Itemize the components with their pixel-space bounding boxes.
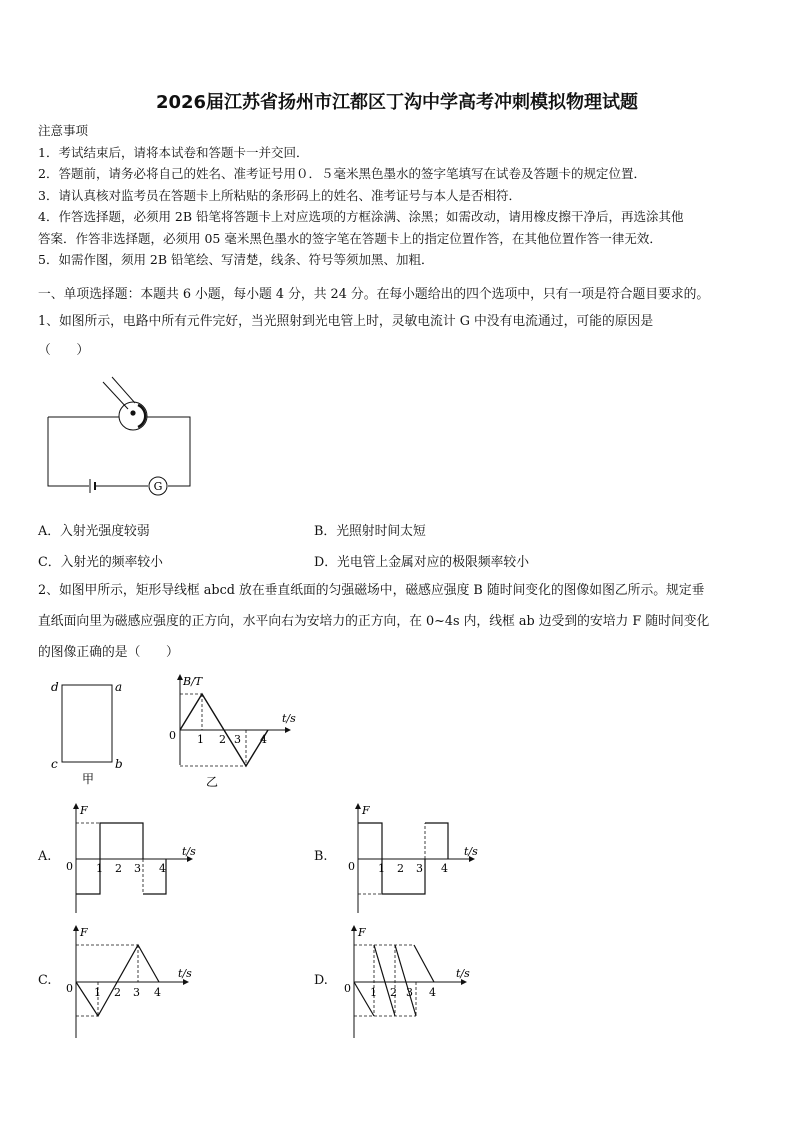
q2-option-a-graph [62, 800, 202, 916]
origin-label: 0 [348, 860, 355, 873]
y-axis-label: F [80, 804, 88, 817]
q2-option-c-graph [62, 922, 202, 1040]
figure-caption-yi: 乙 [206, 775, 219, 789]
origin-label: 0 [66, 982, 73, 995]
origin-label: 0 [66, 860, 73, 873]
tick-label: 1 [370, 986, 377, 999]
tick-label: 2 [397, 862, 404, 875]
note-item: 3．请认真核对监考员在答题卡上所粘贴的条形码上的姓名、准考证号与本人是否相符． [38, 187, 521, 203]
q2-option-d-letter: D. [314, 973, 328, 988]
q1-option-a: A．入射光强度较弱 [38, 524, 150, 539]
section-heading: 一、单项选择题：本题共 6 小题，每小题 4 分，共 24 分。在每小题给出的四个选项中，只有一项是符合题目要求的。 [38, 287, 710, 302]
q2-option-b-graph [344, 800, 484, 916]
tick-label: 1 [378, 862, 385, 875]
tick-label: 3 [416, 862, 423, 875]
q1-circuit-diagram [40, 374, 200, 500]
q2-stem-line2: 直纸面向里为磁感应强度的正方向，水平向右为安培力的正方向，在 0~4s 内，线框 ab 边受到的安培力 F 随时间变化 [38, 614, 710, 629]
tick-label: 1 [94, 986, 101, 999]
y-axis-label: F [80, 926, 88, 939]
page-title: 2026届江苏省扬州市江都区丁沟中学高考冲刺模拟物理试题 [155, 92, 639, 113]
tick-label: 3 [134, 862, 141, 875]
origin-label: 0 [169, 729, 176, 742]
tick-label: 1 [197, 733, 204, 746]
q1-option-c: C．入射光的频率较小 [38, 555, 163, 570]
figure-caption-jia: 甲 [82, 772, 95, 786]
q1-option-d: D．光电管上金属对应的极限频率较小 [314, 555, 530, 570]
corner-label-a: a [115, 680, 123, 694]
note-item: 4．作答选择题，必须用 2B 铅笔将答题卡上对应选项的方框涂满、涂黑；如需改动，请用橡皮擦干净后，再选涂其他 [38, 209, 684, 224]
q2-frame-diagram [44, 676, 134, 788]
corner-label-b: b [115, 757, 123, 771]
notes-heading: 注意事项 [38, 123, 89, 138]
corner-label-c: c [51, 757, 58, 771]
q2-stem-line1: 2、如图甲所示，矩形导线框 abcd 放在垂直纸面的匀强磁场中，磁感应强度 B 随时间变化的图像如图乙所示。规定垂 [38, 583, 705, 598]
tick-label: 3 [133, 986, 140, 999]
q2-option-d-graph [340, 922, 480, 1040]
wire-frame [62, 685, 112, 762]
f-curve [76, 945, 159, 1016]
light-ray [112, 377, 135, 403]
tick-label: 4 [154, 986, 161, 999]
tick-label: 2 [219, 733, 226, 746]
notes-block [38, 120, 758, 271]
x-axis-label: t/s [182, 845, 196, 858]
tick-label: 4 [429, 986, 436, 999]
x-axis-label: t/s [456, 967, 470, 980]
tick-label: 1 [96, 862, 103, 875]
y-axis-label: F [358, 926, 366, 939]
note-item: 5．如需作图，须用 2B 铅笔绘、写清楚，线条、符号等须加黑、加粗． [38, 252, 434, 267]
tick-label: 3 [406, 986, 413, 999]
q1-blank: （ ） [38, 343, 90, 358]
galvanometer-label: G [153, 480, 163, 493]
origin-label: 0 [344, 982, 351, 995]
q1-stem: 1、如图所示，电路中所有元件完好，当光照射到光电管上时，灵敏电流计 G 中没有电流通过，可能的原因是 [38, 314, 654, 329]
y-axis-label: F [362, 804, 370, 817]
tick-label: 4 [159, 862, 166, 875]
tick-label: 2 [115, 862, 122, 875]
q2-option-a-letter: A. [38, 849, 52, 864]
corner-label-d: d [51, 680, 59, 694]
q2-option-b-letter: B. [314, 849, 328, 864]
q2-stem-line3: 的图像正确的是（ ） [38, 645, 179, 660]
x-axis-label: t/s [464, 845, 478, 858]
q2-b-t-graph [166, 672, 306, 790]
tick-label: 4 [260, 733, 267, 746]
tick-label: 2 [390, 986, 397, 999]
note-item: 答案．作答非选择题，必须用 05 毫米黑色墨水的签字笔在答题卡上的指定位置作答，在其他位置作答一律无效． [38, 230, 662, 246]
y-axis-label: B/T [183, 675, 203, 688]
tick-label: 3 [234, 733, 241, 746]
q1-option-b: B．光照射时间太短 [314, 524, 426, 539]
note-item: 2．答题前，请务必将自己的姓名、准考证号用０．５毫米黑色墨水的签字笔填写在试卷及答题卡的规定位置． [38, 166, 646, 181]
tick-label: 2 [114, 986, 121, 999]
tick-label: 4 [441, 862, 448, 875]
q2-option-c-letter: C. [38, 973, 52, 988]
note-item: 1．考试结束后，请将本试卷和答题卡一并交回． [38, 144, 309, 160]
photocell-icon [119, 402, 147, 430]
x-axis-label: t/s [282, 712, 296, 725]
x-axis-label: t/s [178, 967, 192, 980]
